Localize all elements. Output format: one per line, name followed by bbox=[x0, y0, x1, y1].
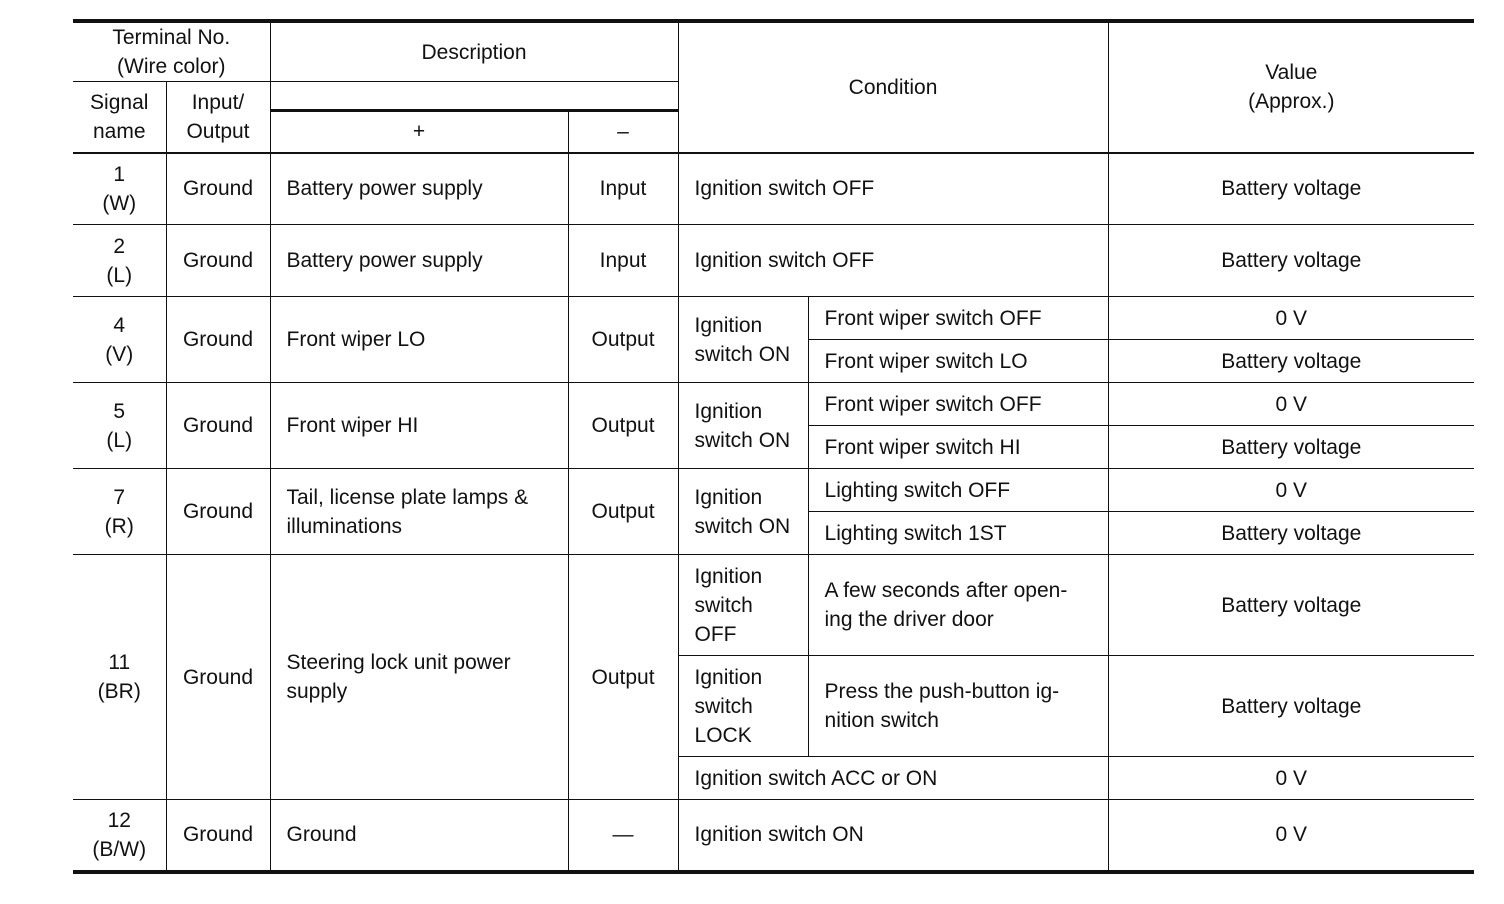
terminal-minus: Ground bbox=[166, 225, 270, 297]
signal-name: Battery power supply bbox=[270, 225, 568, 297]
condition-main: Ignition switch ON bbox=[678, 469, 808, 555]
header-input-output: Input/ Output bbox=[166, 82, 270, 153]
input-output: — bbox=[568, 800, 678, 872]
value: Battery voltage bbox=[1108, 656, 1474, 757]
input-output: Output bbox=[568, 383, 678, 469]
terminal-number: 11 (BR) bbox=[73, 555, 166, 800]
terminal-minus: Ground bbox=[166, 469, 270, 555]
terminal-table bbox=[73, 19, 1474, 874]
value: 0 V bbox=[1108, 757, 1474, 800]
value: Battery voltage bbox=[1108, 555, 1474, 656]
signal-name: Battery power supply bbox=[270, 153, 568, 225]
condition-sub: Front wiper switch OFF bbox=[808, 383, 1108, 426]
header-value: Value (Approx.) bbox=[1108, 21, 1474, 153]
value: Battery voltage bbox=[1108, 512, 1474, 555]
table-row bbox=[73, 297, 1474, 340]
terminal-minus: Ground bbox=[166, 555, 270, 800]
terminal-minus: Ground bbox=[166, 297, 270, 383]
condition-sub: Front wiper switch HI bbox=[808, 426, 1108, 469]
condition: Ignition switch OFF bbox=[678, 225, 1108, 297]
condition: Ignition switch ACC or ON bbox=[678, 757, 1108, 800]
condition-sub: Front wiper switch OFF bbox=[808, 297, 1108, 340]
condition-main: Ignition switch ON bbox=[678, 383, 808, 469]
input-output: Input bbox=[568, 225, 678, 297]
condition-sub: Lighting switch 1ST bbox=[808, 512, 1108, 555]
terminal-number: 7 (R) bbox=[73, 469, 166, 555]
value: 0 V bbox=[1108, 800, 1474, 872]
input-output: Input bbox=[568, 153, 678, 225]
terminal-minus: Ground bbox=[166, 383, 270, 469]
value: 0 V bbox=[1108, 469, 1474, 512]
table-row bbox=[73, 383, 1474, 426]
terminal-number: 1 (W) bbox=[73, 153, 166, 225]
value: Battery voltage bbox=[1108, 225, 1474, 297]
terminal-minus: Ground bbox=[166, 800, 270, 872]
table-row bbox=[73, 153, 1474, 225]
condition-main: Ignition switch ON bbox=[678, 297, 808, 383]
table-row bbox=[73, 555, 1474, 656]
signal-name: Tail, license plate lamps & illuminations bbox=[270, 469, 568, 555]
terminal-number: 4 (V) bbox=[73, 297, 166, 383]
input-output: Output bbox=[568, 555, 678, 800]
value: Battery voltage bbox=[1108, 153, 1474, 225]
value: 0 V bbox=[1108, 297, 1474, 340]
terminal-minus: Ground bbox=[166, 153, 270, 225]
condition-sub: Lighting switch OFF bbox=[808, 469, 1108, 512]
terminal-number: 5 (L) bbox=[73, 383, 166, 469]
signal-name: Steering lock unit power supply bbox=[270, 555, 568, 800]
condition-main: Ignition switch LOCK bbox=[678, 656, 808, 757]
input-output: Output bbox=[568, 469, 678, 555]
condition-sub: Front wiper switch LO bbox=[808, 340, 1108, 383]
condition-sub: Press the push-button ig- nition switch bbox=[808, 656, 1108, 757]
condition: Ignition switch ON bbox=[678, 800, 1108, 872]
terminal-number: 12 (B/W) bbox=[73, 800, 166, 872]
table-row bbox=[73, 225, 1474, 297]
header-minus: – bbox=[568, 111, 678, 153]
signal-name: Ground bbox=[270, 800, 568, 872]
header-condition: Condition bbox=[678, 21, 1108, 153]
signal-name: Front wiper LO bbox=[270, 297, 568, 383]
table-row bbox=[73, 469, 1474, 512]
header-signal-name: Signal name bbox=[73, 82, 166, 153]
signal-name: Front wiper HI bbox=[270, 383, 568, 469]
value: 0 V bbox=[1108, 383, 1474, 426]
header-description: Description bbox=[270, 21, 678, 82]
terminal-number: 2 (L) bbox=[73, 225, 166, 297]
condition: Ignition switch OFF bbox=[678, 153, 1108, 225]
table-row bbox=[73, 800, 1474, 872]
condition-sub: A few seconds after open- ing the driver door bbox=[808, 555, 1108, 656]
condition-main: Ignition switch OFF bbox=[678, 555, 808, 656]
header-terminal-no: Terminal No. (Wire color) bbox=[73, 21, 270, 82]
input-output: Output bbox=[568, 297, 678, 383]
value: Battery voltage bbox=[1108, 426, 1474, 469]
header-plus: + bbox=[270, 111, 568, 153]
value: Battery voltage bbox=[1108, 340, 1474, 383]
